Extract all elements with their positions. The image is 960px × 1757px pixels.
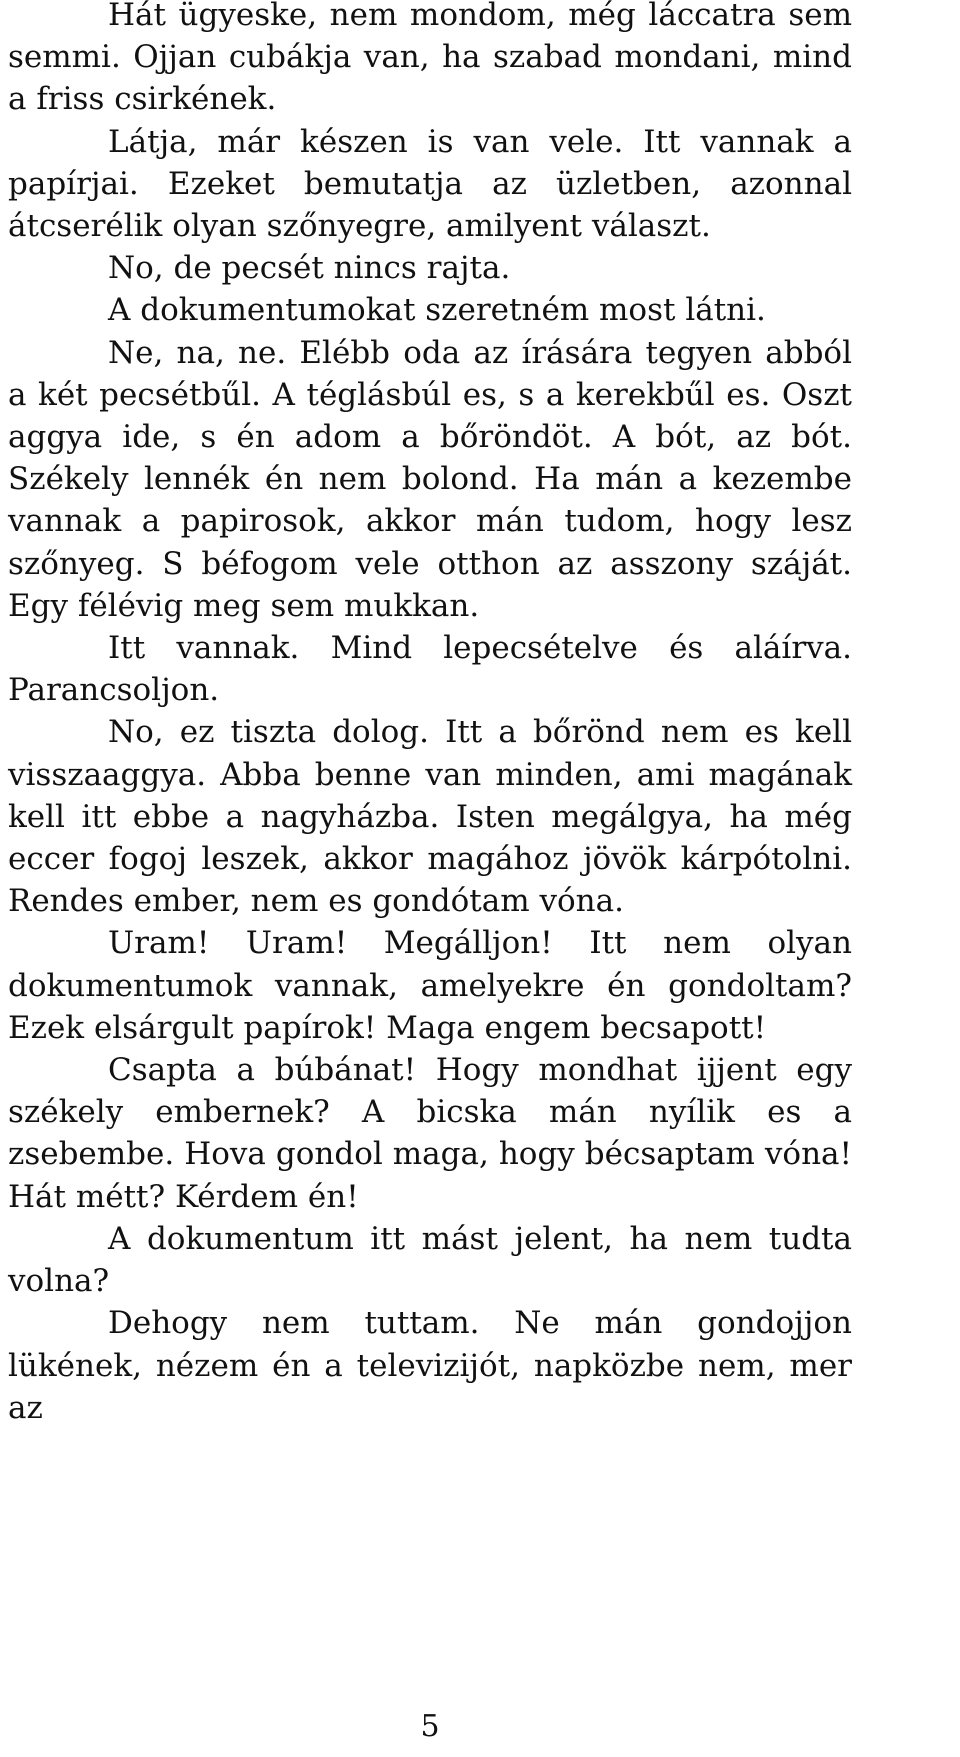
paragraph: No, ez tiszta dolog. Itt a bőrönd nem es kell visszaaggya. Abba benne van minden, ami magának kell itt ebbe a nagyházba. Isten megálgya, ha még eccer fogoj leszek, akkor magához jövök kárpótolni. Rendes ember, nem es gondótam vóna. (8, 714, 852, 920)
paragraph: A dokumentum itt mást jelent, ha nem tudta volna? (8, 1220, 852, 1300)
paragraph: Itt vannak. Mind lepecsételve és aláírva. Parancsoljon. (8, 630, 852, 709)
body-text (8, 0, 852, 1429)
paragraph: Ne, na, ne. Elébb oda az írására tegyen abból a két pecsétbűl. A téglásbúl es, s a kerekbűl es. Oszt aggya ide, s én adom a bőröndöt. A bót, az bót. Székely lennék én nem bolond. Ha mán a kezembe vannak a papirosok, akkor mán tudom, hogy lesz szőnyeg. S béfogom vele otthon az asszony száját. Egy félévig meg sem mukkan. (8, 334, 852, 624)
paragraph: Csapta a búbánat! Hogy mondhat ijjent egy székely embernek? A bicska mán nyílik es a zsebembe. Hova gondol maga, hogy bécsaptam vóna! Hát métt? Kérdem én! (8, 1052, 852, 1215)
paragraph: A dokumentumokat szeretném most látni. (108, 292, 766, 329)
paragraph: Dehogy nem tuttam. Ne mán gondojjon lükének, nézem én a televizijót, napközbe nem, mer az (8, 1305, 852, 1426)
paragraph: No, de pecsét nincs rajta. (108, 250, 511, 287)
paragraph: Hát ügyeske, nem mondom, még láccatra sem semmi. Ojjan cubákja van, ha szabad mondani, mind a friss csirkének. (8, 0, 852, 118)
paragraph: Uram! Uram! Megálljon! Itt nem olyan dokumentumok vannak, amelyekre én gondoltam? Ezek elsárgult papírok! Maga engem becsapott! (8, 925, 852, 1046)
page-number: 5 (420, 1709, 440, 1744)
paragraph: Látja, már készen is van vele. Itt vannak a papírjai. Ezeket bemutatja az üzletben, azonnal átcserélik olyan szőnyegre, amilyent választ. (8, 123, 852, 245)
